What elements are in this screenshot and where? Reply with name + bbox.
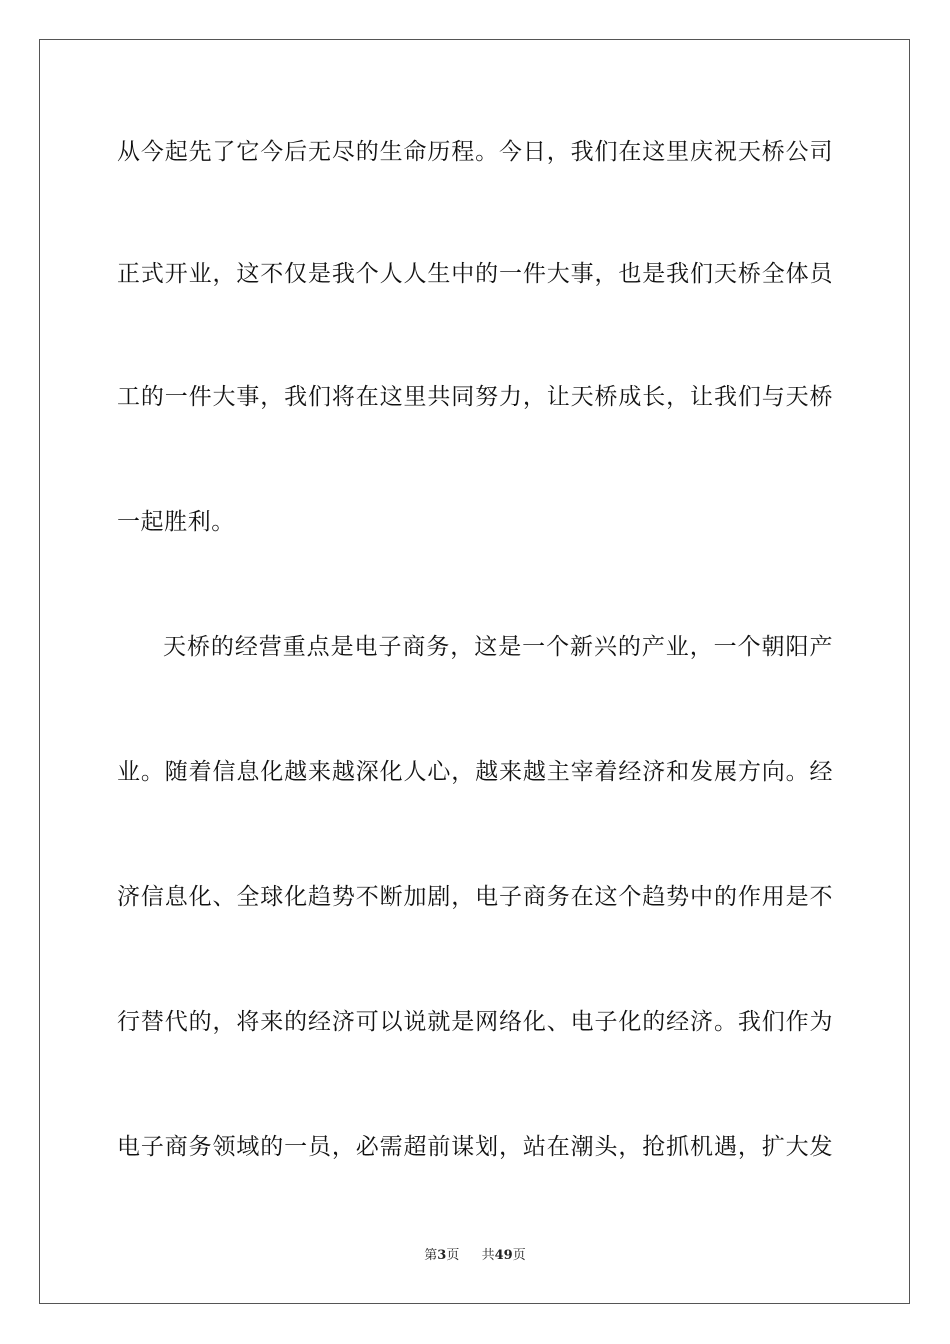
footer-page-suffix: 页 <box>446 1248 460 1263</box>
text-line-1: 从今起先了它今后无尽的生命历程。今日，我们在这里庆祝天桥公司 <box>117 139 833 165</box>
page-border <box>39 39 910 1304</box>
text-line-8: 行替代的，将来的经济可以说就是网络化、电子化的经济。我们作为 <box>117 1009 833 1035</box>
text-line-2: 正式开业，这不仅是我个人人生中的一件大事，也是我们天桥全体员 <box>117 261 833 287</box>
text-line-3: 工的一件大事，我们将在这里共同努力，让天桥成长，让我们与天桥 <box>117 384 833 410</box>
text-line-4: 一起胜利。 <box>117 509 235 535</box>
footer-page-number: 3 <box>437 1248 447 1263</box>
footer-total-prefix: 共 <box>481 1248 495 1263</box>
text-line-5: 天桥的经营重点是电子商务，这是一个新兴的产业，一个朝阳产 <box>163 634 833 660</box>
text-line-7: 济信息化、全球化趋势不断加剧，电子商务在这个趋势中的作用是不 <box>117 884 833 910</box>
text-line-6: 业。随着信息化越来越深化人心，越来越主宰着经济和发展方向。经 <box>117 759 833 785</box>
footer-total-suffix: 页 <box>512 1248 526 1263</box>
footer-total-pages: 49 <box>494 1248 513 1263</box>
text-line-9: 电子商务领域的一员，必需超前谋划，站在潮头，抢抓机遇，扩大发 <box>117 1134 833 1160</box>
footer-page-prefix: 第 <box>424 1248 438 1263</box>
page-footer <box>0 1248 950 1264</box>
